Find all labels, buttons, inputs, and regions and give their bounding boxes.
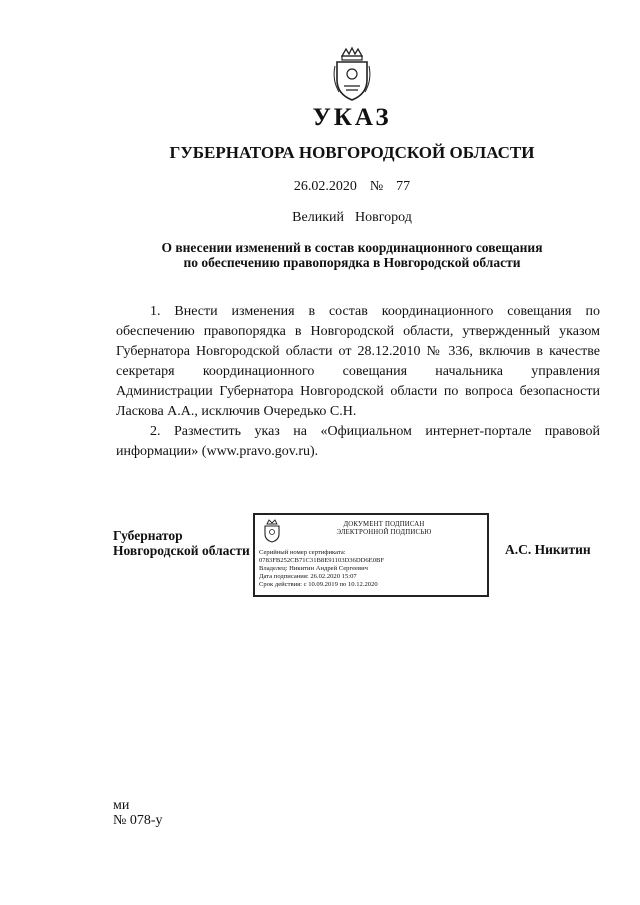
stamp-header-line-2: ЭЛЕКТРОННОЙ ПОДПИСЬЮ <box>336 529 432 536</box>
electronic-signature-stamp <box>253 513 489 597</box>
heading-line-1: О внесении изменений в состав координационного совещания <box>161 240 543 255</box>
stamp-coat-of-arms-icon <box>261 519 283 543</box>
stamp-validity: Срок действия: с 10.09.2019 по 10.12.2020 <box>259 581 378 588</box>
stamp-header-line-1: ДОКУМЕНТ ПОДПИСАН <box>343 521 425 528</box>
stamp-signed-date: Дата подписания: 26.02.2020 15:07 <box>259 573 357 580</box>
document-footer <box>113 798 163 828</box>
document-date-number: 26.02.2020 № 77 <box>293 179 411 194</box>
footer-initials: ми <box>113 798 130 813</box>
paragraph-2: 2. Разместить указ на «Официальном интернет-портале правовой информации» (www.pravo.gov.ru). <box>116 424 600 459</box>
document-place: Великий Новгород <box>292 210 412 225</box>
stamp-cert-number: 0783FB252CB71C31B8E91103D36DD6E0BF <box>259 557 385 564</box>
stamp-owner: Владелец: Никитин Андрей Сергеевич <box>259 565 368 572</box>
paragraph-1: 1. Внести изменения в состав координационного совещания по обеспечению правопорядка в Новгородской области, утвержденный указом Губернатора Новгородской области от 28.12.2010 № 336, включив в качестве секретаря координационного совещания начальника управления Администрации Губернатора Новгородской области по вопроса безопасности Ласкова А.А., исключив Очередько С.Н. <box>116 304 600 419</box>
coat-of-arms-icon <box>330 46 374 102</box>
footer-number: № 078-у <box>113 813 163 828</box>
document-heading <box>0 240 640 270</box>
document-subtitle: ГУБЕРНАТОРА НОВГОРОДСКОЙ ОБЛАСТИ <box>169 143 535 162</box>
signatory-position <box>113 528 263 558</box>
heading-line-2: по обеспечению правопорядка в Новгородской области <box>183 255 521 270</box>
stamp-header <box>285 521 483 537</box>
stamp-cert-label: Серийный номер сертификата: <box>259 549 346 556</box>
stamp-details <box>259 549 483 589</box>
signatory-position-line-1: Губернатор <box>113 528 183 543</box>
signatory-position-line-2: Новгородской области <box>113 543 250 558</box>
document-title: УКАЗ <box>312 104 392 131</box>
document-body <box>116 302 600 462</box>
signatory-name: А.С. Никитин <box>505 542 591 557</box>
